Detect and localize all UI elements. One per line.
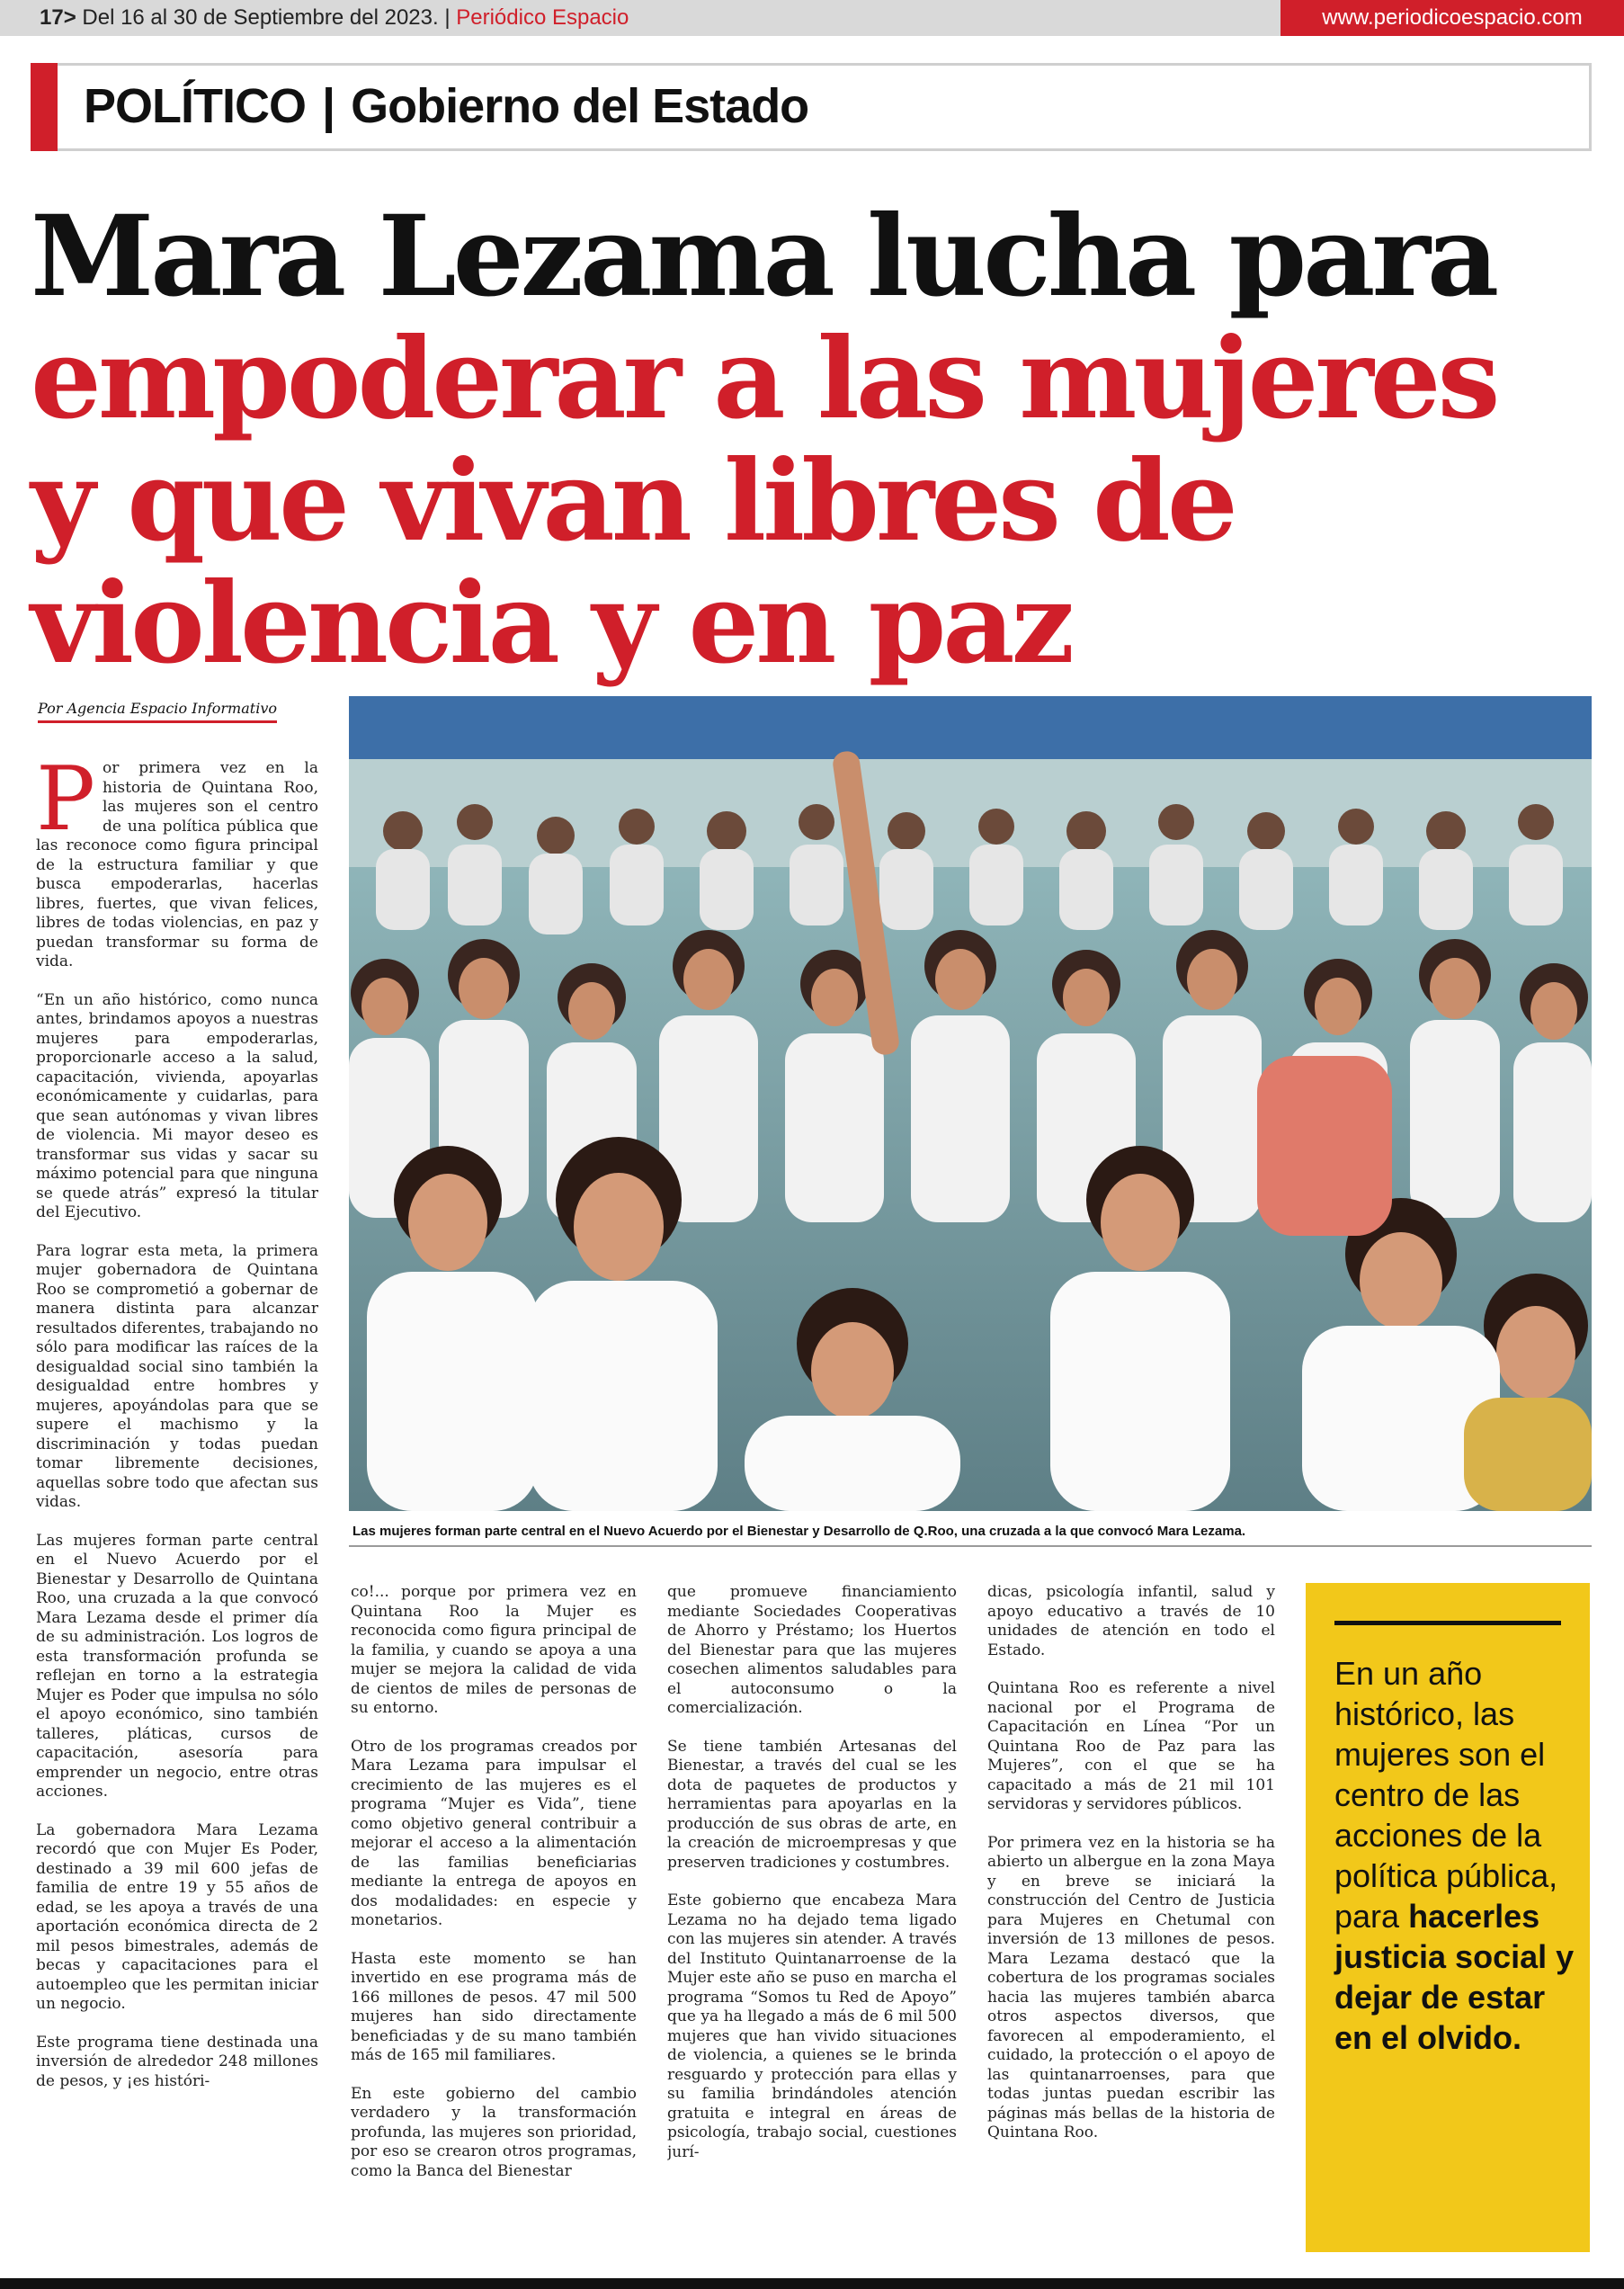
paragraph: Las mujeres forman parte central en el Nuevo Acuerdo por el Bienestar y Desarrollo de Quintana Roo, una cruzada a la que convocó Mara Lezama desde el primer día de su administración. Los logros de esta transformación profunda se reflejan en torno a la estrategia Mujer es Poder que impulsa no sólo el apoyo económico, sino también talleres, pláticas, cursos de capacitación, asesoría para emprender un negocio, entre otras acciones. bbox=[36, 1531, 318, 1801]
paragraph: que promueve financiamiento mediante Sociedades Cooperativas de Ahorro y Préstamo; los Huertos del Bienestar para que las mujeres cosechen alimentos saludables para el autoconsumo o la comercialización. bbox=[667, 1583, 957, 1717]
page-arrow: > bbox=[63, 5, 76, 30]
headline-line-2: empoderar a las mujeres bbox=[31, 314, 1497, 444]
pull-quote-bold: hacerles justicia social y dejar de estar en el olvido. bbox=[1334, 1898, 1575, 2056]
byline: Por Agencia Espacio Informativo bbox=[38, 700, 277, 723]
caption-rule bbox=[349, 1545, 1592, 1547]
paragraph: Otro de los programas creados por Mara Lezama para impulsar el crecimiento de las mujeres es el programa “Mujer es Vida”, tiene como objetivo general contribuir a mejorar el acceso a la alimentación de las familias beneficiarias mediante la entrega de apoyos en dos modalidades: en especie y monetarios. bbox=[351, 1737, 637, 1929]
paragraph: Hasta este momento se han invertido en ese programa más de 166 millones de pesos. 47 mil 500 mujeres han sido directamente beneficiadas y de su mano también más de 165 mil familiares. bbox=[351, 1949, 637, 2064]
issue-info bbox=[40, 5, 629, 31]
photo-caption: Las mujeres forman parte central en el Nuevo Acuerdo por el Bienestar y Desarrollo de Q.Roo, una cruzada a la que convocó Mara Lezama. bbox=[352, 1524, 1246, 1539]
drop-cap: P bbox=[36, 759, 95, 851]
paragraph: Quintana Roo es referente a nivel nacional por el Programa de Capacitación en Línea “Por un Quintana Roo de Paz para las Mujeres”, con el que se ha capacitado a más de 21 mil 101 servidoras y servidores públicos. bbox=[987, 1679, 1275, 1813]
headline-line-4: violencia y en paz bbox=[31, 559, 1072, 689]
website-url[interactable]: www.periodicoespacio.com bbox=[1280, 0, 1624, 36]
paragraph: Este programa tiene destinada una inversión de alrededor 248 millones de pesos, y ¡es históri- bbox=[36, 2033, 318, 2090]
pull-quote-normal: En un año histórico, las mujeres son el centro de las acciones de la política pública, para bbox=[1334, 1655, 1558, 1935]
section-separator: | bbox=[322, 79, 335, 133]
article-column-1 bbox=[36, 759, 318, 2252]
section-category: POLÍTICO bbox=[84, 79, 306, 133]
headline-line-1: Mara Lezama lucha para bbox=[31, 192, 1496, 322]
paragraph: co!... porque por primera vez en Quintana Roo la Mujer es reconocida como figura principal de la familia, y cuando se apoya a una mujer se mejora la calidad de vida de cientos de miles de personas de su entorno. bbox=[351, 1583, 637, 1717]
paragraph: Este gobierno que encabeza Mara Lezama no ha dejado tema ligado con las mujeres sin atender. A través del Instituto Quintanarroense de la Mujer este año se puso en marcha el programa “Somos tu Red de Apoyo” que ya ha llegado a más de 6 mil 500 mujeres que han vivido situaciones de violencia, a quienes se le brinda resguardo y protección para ellas y su familia brindándoles atención gratuita e integral en áreas de psicología, trabajo social, cuestiones jurí- bbox=[667, 1891, 957, 2161]
page-number: 17 bbox=[40, 5, 64, 30]
paragraph-text: or primera vez en la historia de Quintana Roo, las mujeres son el centro de una política pública que las reconoce como figura principal de la estructura familiar y que busca empoderarlas, hacerlas libres, fuertes, que vivan felices, libres de todas violencias, en paz y puedan transformar su forma de vida. bbox=[36, 759, 318, 970]
paragraph: En este gobierno del cambio verdadero y la transformación profunda, las mujeres son prioridad, por eso se crearon otros programas, como la Banca del Bienestar bbox=[351, 2084, 637, 2180]
paragraph: Se tiene también Artesanas del Bienestar, a través del cual se les dota de paquetes de productos y herramientas para apoyarlas en la producción de sus obras de arte, en la creación de microempresas y que preserven tradiciones y costumbres. bbox=[667, 1737, 957, 1872]
article-photo bbox=[349, 696, 1592, 1511]
article-column-3 bbox=[667, 1583, 957, 2250]
paragraph: dicas, psicología infantil, salud y apoyo educativo a través de 10 unidades de atención en todo el Estado. bbox=[987, 1583, 1275, 1659]
article-column-4 bbox=[987, 1583, 1275, 2250]
section-subcategory: Gobierno del Estado bbox=[351, 79, 809, 133]
section-title bbox=[84, 78, 808, 134]
publication-name: Periódico Espacio bbox=[456, 5, 629, 30]
section-header bbox=[31, 63, 1592, 151]
paragraph: La gobernadora Mara Lezama recordó que con Mujer Es Poder, destinado a 39 mil 600 jefas de familia de entre 19 y 55 años de edad, se les apoya a través de una aportación económica directa de 2 mil pesos bimestrales, además de becas y capacitaciones para el autoempleo que les permitan iniciar un negocio. bbox=[36, 1820, 318, 2013]
pull-quote bbox=[1306, 1583, 1590, 2252]
paragraph: Por primera vez en la historia se ha abierto un albergue en la zona Maya y en breve se iniciará la construcción del Centro de Justicia para Mujeres en Chetumal con inversión de 13 millones de pesos. Mara Lezama destacó que la cobertura de los programas sociales hacia las mujeres también abarca otros aspectos diversos, que favorecen al empoderamiento, el cuidado, la protección o el apoyo de las quintanarroenses, para que todas juntas puedan escribir las páginas más bellas de la historia de Quintana Roo. bbox=[987, 1833, 1275, 2141]
pull-quote-rule bbox=[1334, 1621, 1561, 1625]
bottom-bar bbox=[0, 2278, 1624, 2289]
section-accent-bar bbox=[31, 63, 58, 151]
crowd-photo-illustration bbox=[349, 696, 1592, 1511]
issue-date: Del 16 al 30 de Septiembre del 2023. | bbox=[76, 5, 457, 30]
article-column-2 bbox=[351, 1583, 637, 2250]
paragraph: “En un año histórico, como nunca antes, brindamos apoyos a nuestras mujeres para empoderarlas, proporcionarle acceso a la salud, capacitación, vivienda, apoyarlas económicamente y cuidarlas, para que sean autónomas y vivan libres de violencia. Mi mayor deseo es transformar sus vidas y sacar su máximo potencial para que ninguna se quede atrás” expresó la titular del Ejecutivo. bbox=[36, 990, 318, 1221]
headline bbox=[31, 192, 1595, 689]
paragraph: Para lograr esta meta, la primera mujer gobernadora de Quintana Roo se comprometió a gobernar de manera distinta para alcanzar resultados diferentes, trabajando no sólo para modificar las raíces de la desigualdad social sino también la desigualdad entre hombres y mujeres, apoyándolas para que se supere el machismo y la discriminación y todas puedan tomar libremente decisiones, aquellas sobre todo que afectan sus vidas. bbox=[36, 1241, 318, 1511]
paragraph bbox=[36, 759, 318, 972]
top-strip bbox=[0, 0, 1624, 36]
pull-quote-text bbox=[1334, 1653, 1579, 2058]
headline-line-3: y que vivan libres de bbox=[31, 436, 1235, 567]
